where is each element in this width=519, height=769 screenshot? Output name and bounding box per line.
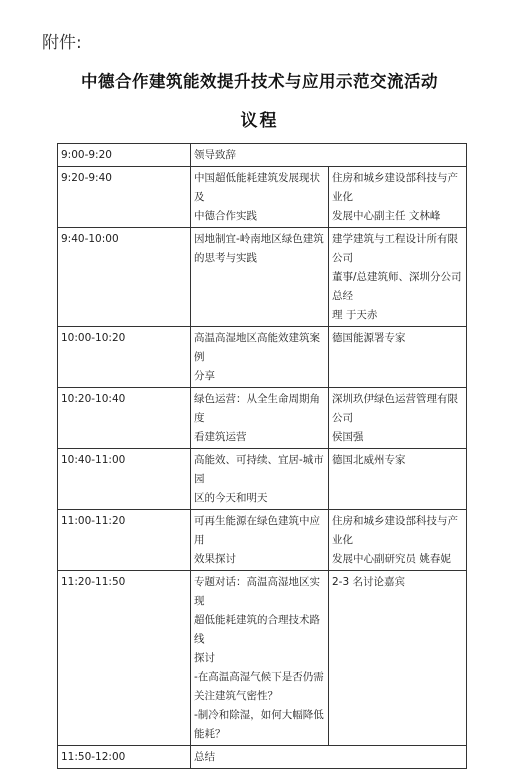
topic-line: 因地制宜-岭南地区绿色建筑 <box>194 233 324 245</box>
speaker-line: 发展中心副主任 文林峰 <box>331 210 441 222</box>
topic-line: 总结 <box>194 751 215 763</box>
topic-line: 高温高湿地区高能效建筑案例 <box>194 332 320 363</box>
topic-cell <box>191 167 329 228</box>
agenda-row <box>58 228 467 327</box>
agenda-row <box>58 571 467 746</box>
speaker-line: 侯国强 <box>331 431 364 443</box>
topic-cell <box>191 746 467 769</box>
speaker-cell <box>328 510 466 571</box>
time-cell: 10:40-11:00 <box>58 449 191 510</box>
topic-line: -制冷和除湿，如何大幅降低 <box>194 709 324 721</box>
speaker-cell <box>328 327 466 388</box>
document-subtitle: 议程 <box>240 111 279 131</box>
time-cell: 10:20-10:40 <box>58 388 191 449</box>
topic-cell <box>191 510 329 571</box>
agenda-row <box>58 144 467 167</box>
speaker-line: 2-3 名讨论嘉宾 <box>331 576 405 588</box>
topic-line: 探讨 <box>194 652 215 664</box>
topic-line: 超低能耗建筑的合理技术路线 <box>194 614 320 645</box>
time-cell: 9:00-9:20 <box>58 144 191 167</box>
speaker-line: 住房和城乡建设部科技与产业化 <box>331 172 458 203</box>
agenda-table <box>57 143 467 769</box>
speaker-line: 德国能源署专家 <box>331 332 406 344</box>
time-cell: 11:50-12:00 <box>58 746 191 769</box>
agenda-row <box>58 327 467 388</box>
topic-line: 领导致辞 <box>194 149 236 161</box>
topic-line: 专题对话：高温高湿地区实现 <box>194 576 320 607</box>
topic-cell <box>191 449 329 510</box>
time-cell: 10:00-10:20 <box>58 327 191 388</box>
topic-cell <box>191 388 329 449</box>
document-title: 中德合作建筑能效提升技术与应用示范交流活动 <box>81 72 438 91</box>
topic-cell <box>191 144 467 167</box>
agenda-row <box>58 449 467 510</box>
topic-line: -在高温高湿气候下是否仍需 <box>194 671 324 683</box>
agenda-row <box>58 510 467 571</box>
speaker-cell <box>328 571 466 746</box>
attachment-label: 附件: <box>42 33 82 53</box>
topic-line: 绿色运营：从全生命周期角度 <box>194 393 320 424</box>
topic-cell <box>191 228 329 327</box>
topic-line: 看建筑运营 <box>194 431 247 443</box>
time-cell: 11:20-11:50 <box>58 571 191 746</box>
topic-line: 能耗？ <box>194 728 226 740</box>
speaker-line: 董事/总建筑师、深圳分公司总经 <box>331 271 462 302</box>
speaker-line: 建学建筑与工程设计所有限公司 <box>331 233 458 264</box>
topic-line: 关注建筑气密性？ <box>194 690 278 702</box>
topic-line: 区的今天和明天 <box>194 492 268 504</box>
topic-line: 可再生能源在绿色建筑中应用 <box>194 515 320 546</box>
speaker-cell <box>328 388 466 449</box>
speaker-line: 深圳玖伊绿色运营管理有限公司 <box>331 393 458 424</box>
speaker-line: 住房和城乡建设部科技与产业化 <box>331 515 458 546</box>
topic-line: 分享 <box>194 370 215 382</box>
speaker-line: 发展中心副研究员 姚春妮 <box>331 553 451 565</box>
topic-line: 高能效、可持续、宜居-城市园 <box>194 454 324 485</box>
time-cell: 9:40-10:00 <box>58 228 191 327</box>
time-cell: 11:00-11:20 <box>58 510 191 571</box>
agenda-row <box>58 746 467 769</box>
speaker-cell <box>328 167 466 228</box>
time-cell: 9:20-9:40 <box>58 167 191 228</box>
speaker-line: 理 于天赤 <box>331 309 378 321</box>
topic-line: 中德合作实践 <box>194 210 257 222</box>
topic-cell <box>191 327 329 388</box>
topic-line: 的思考与实践 <box>194 252 257 264</box>
speaker-line: 德国北威州专家 <box>331 454 406 466</box>
topic-line: 中国超低能耗建筑发展现状及 <box>194 172 320 203</box>
topic-cell <box>191 571 329 746</box>
agenda-row <box>58 167 467 228</box>
agenda-row <box>58 388 467 449</box>
topic-line: 效果探讨 <box>194 553 236 565</box>
speaker-cell <box>328 228 466 327</box>
speaker-cell <box>328 449 466 510</box>
